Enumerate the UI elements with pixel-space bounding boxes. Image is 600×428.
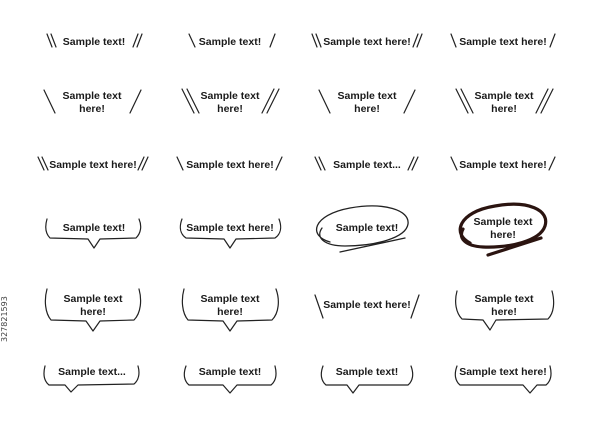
decoration-r4c1 [46,219,141,248]
accent-line [44,90,55,113]
decoration-r1c2 [189,34,275,48]
stock-id-watermark: 327821593 [0,296,9,342]
decoration-r4c3 [317,206,409,252]
label-line1: Sample text [337,90,397,102]
label-line2: here! [217,306,243,318]
decoration-r2c1 [44,90,141,115]
label: Sample text here! [323,299,411,311]
label: Sample text... [58,366,126,378]
decoration-r3c1 [38,157,148,171]
decoration-r6c1 [44,366,139,392]
decoration-r3c3 [315,157,418,171]
decoration-r3c2 [177,157,282,171]
accent-line [319,90,330,113]
decoration-r6c3 [321,366,412,393]
label: Sample text here! [459,366,547,378]
label-line2: here! [217,103,243,115]
label-line1: Sample text [474,90,534,102]
label-line2: here! [354,103,380,115]
label-line1: Sample text [200,293,260,305]
decoration-r1c4 [451,34,555,48]
label: Sample text here! [49,159,137,171]
label: Sample text! [335,366,399,378]
label: Sample text here! [186,159,274,171]
decoration-r5c4 [456,291,554,330]
label: Sample text... [333,159,401,171]
label: Sample text! [198,366,262,378]
label: Sample text! [198,36,262,48]
decoration-r1c1 [47,34,142,48]
label: Sample text here! [323,36,411,48]
label-line2: here! [491,306,517,318]
accent-line [187,89,199,113]
decoration-r6c4 [455,366,551,393]
label-line1: Sample text [63,293,123,305]
label-line2: here! [79,103,105,115]
decoration-r5c1 [45,289,140,331]
accent-line [315,295,323,318]
accent-line [451,157,457,170]
accent-line [404,90,415,113]
accent-line [182,89,194,113]
label: Sample text here! [459,36,547,48]
decoration-r6c2 [184,366,276,393]
accent-line [541,89,553,113]
decoration-r5c2 [182,289,278,331]
accent-line [276,157,282,170]
accent-line [189,34,195,47]
decoration-r5c3 [315,295,419,318]
accent-line [461,89,473,113]
label-line1: Sample text [473,216,533,228]
label: Sample text! [62,36,126,48]
decoration-r4c2 [180,219,280,248]
accent-line [130,90,141,113]
accent-line [267,89,279,113]
accent-line [550,34,555,47]
accent-line [451,34,456,47]
label-line1: Sample text [200,90,260,102]
accent-line [177,157,183,170]
decoration-r2c2 [182,89,279,115]
label: Sample text here! [459,159,547,171]
accent-line [270,34,275,47]
label-line1: Sample text [474,293,534,305]
label-line1: Sample text [62,90,122,102]
decoration-r3c4 [451,157,555,171]
label-line2: here! [80,306,106,318]
decoration-r2c3 [319,90,415,115]
decoration-r4c4 [460,204,545,255]
accent-line [262,89,274,113]
decoration-r1c3 [312,34,422,48]
decoration-r2c4 [456,89,553,115]
label: Sample text! [335,222,399,234]
label: Sample text here! [186,222,274,234]
accent-line [411,295,419,318]
accent-line [549,157,555,170]
accent-line [456,89,468,113]
label: Sample text! [62,222,126,234]
label-line2: here! [491,103,517,115]
label-line2: here! [490,229,516,241]
accent-line [536,89,548,113]
